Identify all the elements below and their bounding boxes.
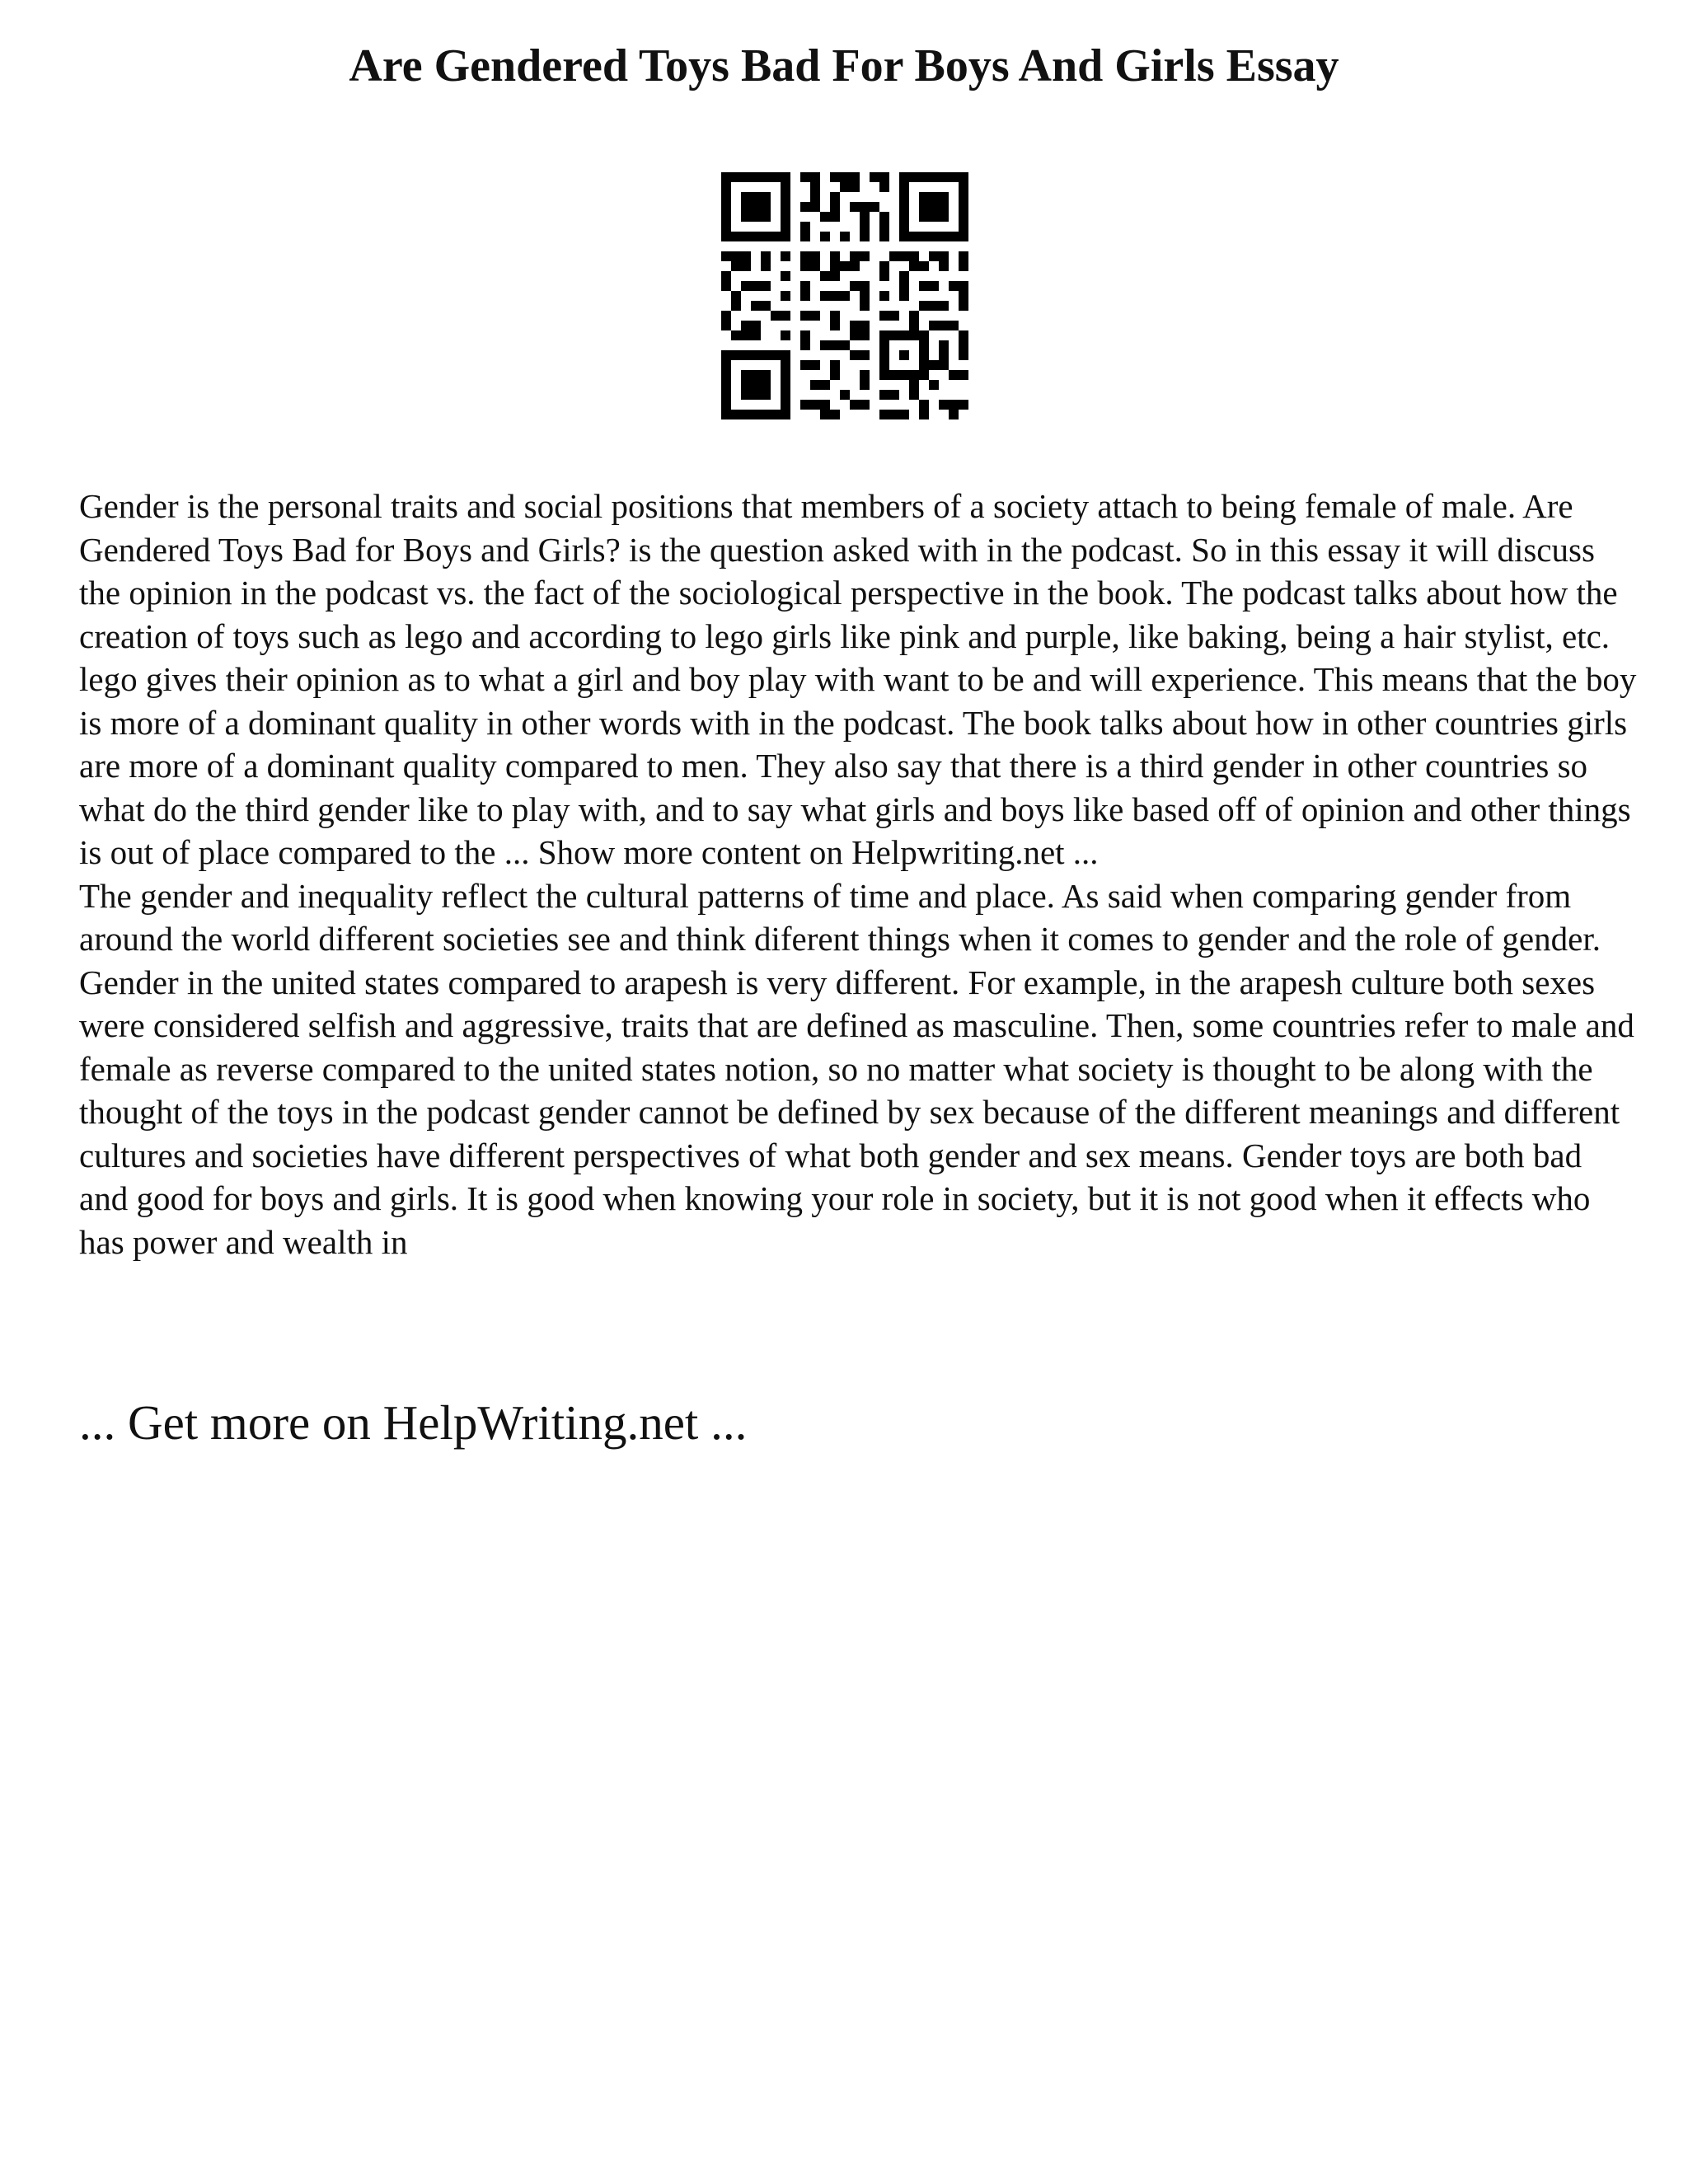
- essay-body: [79, 485, 1637, 1263]
- essay-paragraph-1: Gender is the personal traits and social positions that members of a society attach to being female of male. Are Gendered Toys Bad for Boys and Girls? is the question asked with in the podcast. So in this essay it will discuss the opinion in the podcast vs. the fact of the sociological perspective in the book. The podcast talks about how the creation of toys such as lego and according to lego girls like pink and purple, like baking, being a hair stylist, etc. lego gives their opinion as to what a girl and boy play with want to be and will experience. This means that the boy is more of a dominant quality in other words with in the podcast. The book talks about how in other countries girls are more of a dominant quality compared to men. They also say that there is a third gender in other countries so what do the third gender like to play with, and to say what girls and boys like based off of opinion and other things is out of place compared to the ... Show more content on Helpwriting.net ...: [79, 487, 1637, 871]
- qr-code-icon[interactable]: [721, 172, 968, 419]
- page-title: Are Gendered Toys Bad For Boys And Girls Essay: [349, 40, 1339, 91]
- get-more-link[interactable]: ... Get more on HelpWriting.net ...: [79, 1395, 748, 1450]
- essay-paragraph-2: The gender and inequality reflect the cultural patterns of time and place. As said when comparing gender from around the world different societies see and think diferent things when it comes to gender and the role of gender. Gender in the united states compared to arapesh is very different. For example, in the arapesh culture both sexes were considered selfish and aggressive, traits that are defined as masculine. Then, some countries refer to male and female as reverse compared to the united states notion, so no matter what society is thought to be along with the thought of the toys in the podcast gender cannot be defined by sex because of the different meanings and different cultures and societies have different perspectives of what both gender and sex means. Gender toys are both bad and good for boys and girls. It is good when knowing your role in society, but it is not good when it effects who has power and wealth in: [79, 876, 1634, 1261]
